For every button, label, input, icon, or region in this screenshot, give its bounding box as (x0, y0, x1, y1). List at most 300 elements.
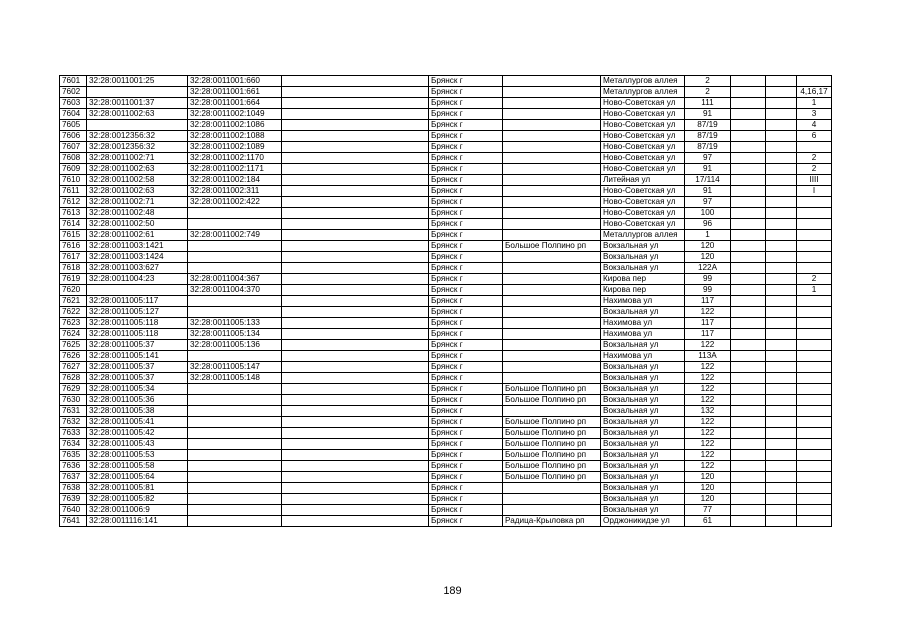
building-cadastral-cell (188, 505, 282, 516)
empty-cell (282, 329, 429, 340)
house-number-cell: 99 (685, 274, 731, 285)
house-number-cell: 132 (685, 406, 731, 417)
apartment-cell: 4,16,17 (797, 87, 832, 98)
house-number-cell: 61 (685, 516, 731, 527)
row-number-cell: 7611 (60, 186, 87, 197)
apartment-cell: 2 (797, 164, 832, 175)
empty-cell (731, 175, 766, 186)
empty-cell (282, 131, 429, 142)
empty-cell (731, 197, 766, 208)
empty-cell (282, 307, 429, 318)
empty-cell (282, 252, 429, 263)
locality-cell (503, 494, 601, 505)
empty-cell (282, 472, 429, 483)
building-cadastral-cell: 32:28:0011002:1049 (188, 109, 282, 120)
empty-cell (731, 384, 766, 395)
street-cell: Ново-Советская ул (601, 109, 685, 120)
row-number-cell: 7637 (60, 472, 87, 483)
table-row (60, 307, 832, 318)
empty-cell (282, 274, 429, 285)
house-number-cell: 97 (685, 153, 731, 164)
empty-cell (731, 131, 766, 142)
house-number-cell: 122 (685, 362, 731, 373)
building-cadastral-cell (188, 384, 282, 395)
empty-cell (766, 307, 797, 318)
empty-cell (282, 406, 429, 417)
city-cell: Брянск г (429, 329, 503, 340)
table-row (60, 131, 832, 142)
street-cell: Ново-Советская ул (601, 131, 685, 142)
street-cell: Вокзальная ул (601, 384, 685, 395)
apartment-cell (797, 329, 832, 340)
empty-cell (282, 76, 429, 87)
empty-cell (766, 153, 797, 164)
empty-cell (282, 340, 429, 351)
empty-cell (766, 186, 797, 197)
empty-cell (731, 307, 766, 318)
table-row (60, 516, 832, 527)
table-row (60, 439, 832, 450)
house-number-cell: 120 (685, 494, 731, 505)
table-row (60, 76, 832, 87)
apartment-cell (797, 241, 832, 252)
apartment-cell (797, 318, 832, 329)
street-cell: Вокзальная ул (601, 241, 685, 252)
empty-cell (766, 76, 797, 87)
locality-cell (503, 373, 601, 384)
empty-cell (766, 351, 797, 362)
house-number-cell: 100 (685, 208, 731, 219)
row-number-cell: 7633 (60, 428, 87, 439)
building-cadastral-cell (188, 252, 282, 263)
street-cell: Вокзальная ул (601, 307, 685, 318)
house-number-cell: 122 (685, 384, 731, 395)
building-cadastral-cell (188, 428, 282, 439)
cadastral-number-cell: 32:28:0011005:127 (87, 307, 188, 318)
empty-cell (731, 417, 766, 428)
city-cell: Брянск г (429, 406, 503, 417)
building-cadastral-cell (188, 241, 282, 252)
row-number-cell: 7632 (60, 417, 87, 428)
empty-cell (282, 164, 429, 175)
street-cell: Вокзальная ул (601, 362, 685, 373)
empty-cell (766, 109, 797, 120)
row-number-cell: 7634 (60, 439, 87, 450)
city-cell: Брянск г (429, 505, 503, 516)
locality-cell (503, 120, 601, 131)
building-cadastral-cell (188, 219, 282, 230)
building-cadastral-cell (188, 395, 282, 406)
locality-cell (503, 219, 601, 230)
locality-cell (503, 340, 601, 351)
locality-cell (503, 274, 601, 285)
city-cell: Брянск г (429, 285, 503, 296)
empty-cell (731, 274, 766, 285)
row-number-cell: 7601 (60, 76, 87, 87)
empty-cell (282, 395, 429, 406)
city-cell: Брянск г (429, 472, 503, 483)
city-cell: Брянск г (429, 164, 503, 175)
building-cadastral-cell: 32:28:0011004:370 (188, 285, 282, 296)
table-row (60, 263, 832, 274)
cadastral-number-cell: 32:28:0011005:41 (87, 417, 188, 428)
empty-cell (731, 472, 766, 483)
table-row (60, 186, 832, 197)
empty-cell (766, 483, 797, 494)
empty-cell (731, 296, 766, 307)
empty-cell (282, 505, 429, 516)
locality-cell: Большое Полпино рп (503, 395, 601, 406)
house-number-cell: 122 (685, 395, 731, 406)
cadastral-number-cell: 32:28:0011003:1421 (87, 241, 188, 252)
empty-cell (731, 351, 766, 362)
house-number-cell: 2 (685, 87, 731, 98)
row-number-cell: 7628 (60, 373, 87, 384)
table-row (60, 329, 832, 340)
city-cell: Брянск г (429, 516, 503, 527)
street-cell: Ново-Советская ул (601, 208, 685, 219)
building-cadastral-cell: 32:28:0011002:1088 (188, 131, 282, 142)
empty-cell (282, 351, 429, 362)
locality-cell: Большое Полпино рп (503, 384, 601, 395)
cadastral-number-cell (87, 120, 188, 131)
empty-cell (731, 461, 766, 472)
house-number-cell: 2 (685, 76, 731, 87)
city-cell: Брянск г (429, 142, 503, 153)
table-row (60, 109, 832, 120)
row-number-cell: 7636 (60, 461, 87, 472)
city-cell: Брянск г (429, 362, 503, 373)
empty-cell (282, 175, 429, 186)
empty-cell (766, 274, 797, 285)
house-number-cell: 117 (685, 329, 731, 340)
locality-cell: Большое Полпино рп (503, 461, 601, 472)
empty-cell (731, 142, 766, 153)
table-row (60, 417, 832, 428)
city-cell: Брянск г (429, 241, 503, 252)
house-number-cell: 91 (685, 164, 731, 175)
row-number-cell: 7604 (60, 109, 87, 120)
street-cell: Вокзальная ул (601, 395, 685, 406)
cadastral-number-cell: 32:28:0011005:118 (87, 318, 188, 329)
apartment-cell (797, 417, 832, 428)
city-cell: Брянск г (429, 373, 503, 384)
empty-cell (282, 230, 429, 241)
empty-cell (731, 87, 766, 98)
building-cadastral-cell (188, 450, 282, 461)
city-cell: Брянск г (429, 219, 503, 230)
empty-cell (731, 318, 766, 329)
locality-cell: Большое Полпино рп (503, 241, 601, 252)
row-number-cell: 7602 (60, 87, 87, 98)
city-cell: Брянск г (429, 461, 503, 472)
empty-cell (766, 98, 797, 109)
city-cell: Брянск г (429, 439, 503, 450)
table-row (60, 219, 832, 230)
empty-cell (766, 505, 797, 516)
city-cell: Брянск г (429, 263, 503, 274)
empty-cell (731, 109, 766, 120)
table-row (60, 428, 832, 439)
empty-cell (731, 329, 766, 340)
locality-cell: Радица-Крыловка рп (503, 516, 601, 527)
apartment-cell (797, 340, 832, 351)
apartment-cell (797, 351, 832, 362)
city-cell: Брянск г (429, 197, 503, 208)
city-cell: Брянск г (429, 153, 503, 164)
page-number: 189 (443, 585, 462, 597)
row-number-cell: 7625 (60, 340, 87, 351)
row-number-cell: 7641 (60, 516, 87, 527)
cadastral-number-cell: 32:28:0011005:36 (87, 395, 188, 406)
row-number-cell: 7639 (60, 494, 87, 505)
empty-cell (766, 472, 797, 483)
empty-cell (731, 263, 766, 274)
city-cell: Брянск г (429, 98, 503, 109)
street-cell: Нахимова ул (601, 318, 685, 329)
row-number-cell: 7629 (60, 384, 87, 395)
empty-cell (766, 263, 797, 274)
building-cadastral-cell (188, 494, 282, 505)
empty-cell (282, 417, 429, 428)
table-row (60, 274, 832, 285)
street-cell: Нахимова ул (601, 296, 685, 307)
cadastral-number-cell: 32:28:0011005:117 (87, 296, 188, 307)
city-cell: Брянск г (429, 208, 503, 219)
empty-cell (731, 494, 766, 505)
table-row (60, 175, 832, 186)
city-cell: Брянск г (429, 131, 503, 142)
street-cell: Ново-Советская ул (601, 120, 685, 131)
cadastral-number-cell: 32:28:0011005:53 (87, 450, 188, 461)
locality-cell (503, 142, 601, 153)
cadastral-number-cell: 32:28:0011002:63 (87, 109, 188, 120)
apartment-cell (797, 384, 832, 395)
cadastral-number-cell: 32:28:0011005:82 (87, 494, 188, 505)
locality-cell: Большое Полпино рп (503, 439, 601, 450)
apartment-cell: 6 (797, 131, 832, 142)
house-number-cell: 91 (685, 186, 731, 197)
building-cadastral-cell: 32:28:0011002:1170 (188, 153, 282, 164)
empty-cell (766, 296, 797, 307)
row-number-cell: 7605 (60, 120, 87, 131)
house-number-cell: 96 (685, 219, 731, 230)
city-cell: Брянск г (429, 252, 503, 263)
empty-cell (731, 153, 766, 164)
empty-cell (731, 230, 766, 241)
street-cell: Вокзальная ул (601, 263, 685, 274)
empty-cell (282, 428, 429, 439)
locality-cell (503, 406, 601, 417)
apartment-cell (797, 142, 832, 153)
row-number-cell: 7631 (60, 406, 87, 417)
apartment-cell (797, 362, 832, 373)
empty-cell (282, 461, 429, 472)
address-table (59, 75, 832, 527)
city-cell: Брянск г (429, 76, 503, 87)
cadastral-number-cell: 32:28:0011005:38 (87, 406, 188, 417)
city-cell: Брянск г (429, 494, 503, 505)
apartment-cell: I (797, 186, 832, 197)
apartment-cell (797, 439, 832, 450)
cadastral-number-cell: 32:28:0011001:37 (87, 98, 188, 109)
row-number-cell: 7614 (60, 219, 87, 230)
city-cell: Брянск г (429, 483, 503, 494)
empty-cell (731, 505, 766, 516)
empty-cell (282, 197, 429, 208)
apartment-cell (797, 296, 832, 307)
table-row (60, 384, 832, 395)
apartment-cell: 3 (797, 109, 832, 120)
building-cadastral-cell: 32:28:0011005:136 (188, 340, 282, 351)
house-number-cell: 111 (685, 98, 731, 109)
house-number-cell: 77 (685, 505, 731, 516)
building-cadastral-cell: 32:28:0011002:422 (188, 197, 282, 208)
building-cadastral-cell: 32:28:0011005:147 (188, 362, 282, 373)
table-row (60, 241, 832, 252)
empty-cell (731, 186, 766, 197)
empty-cell (731, 406, 766, 417)
cadastral-number-cell: 32:28:0011001:25 (87, 76, 188, 87)
house-number-cell: 87/19 (685, 131, 731, 142)
locality-cell (503, 483, 601, 494)
locality-cell (503, 285, 601, 296)
street-cell: Литейная ул (601, 175, 685, 186)
empty-cell (731, 219, 766, 230)
empty-cell (766, 252, 797, 263)
table-row (60, 230, 832, 241)
row-number-cell: 7620 (60, 285, 87, 296)
empty-cell (282, 208, 429, 219)
house-number-cell: 120 (685, 241, 731, 252)
empty-cell (766, 318, 797, 329)
table-row (60, 351, 832, 362)
city-cell: Брянск г (429, 318, 503, 329)
street-cell: Металлургов аллея (601, 230, 685, 241)
city-cell: Брянск г (429, 450, 503, 461)
row-number-cell: 7617 (60, 252, 87, 263)
empty-cell (766, 450, 797, 461)
house-number-cell: 113А (685, 351, 731, 362)
empty-cell (731, 252, 766, 263)
cadastral-number-cell: 32:28:0011005:118 (87, 329, 188, 340)
empty-cell (282, 384, 429, 395)
locality-cell (503, 131, 601, 142)
empty-cell (282, 87, 429, 98)
cadastral-number-cell: 32:28:0011004:23 (87, 274, 188, 285)
street-cell: Вокзальная ул (601, 252, 685, 263)
house-number-cell: 122А (685, 263, 731, 274)
table-row (60, 395, 832, 406)
locality-cell (503, 208, 601, 219)
empty-cell (282, 109, 429, 120)
empty-cell (766, 219, 797, 230)
building-cadastral-cell (188, 307, 282, 318)
apartment-cell (797, 461, 832, 472)
city-cell: Брянск г (429, 384, 503, 395)
apartment-cell: 1 (797, 98, 832, 109)
locality-cell (503, 164, 601, 175)
city-cell: Брянск г (429, 186, 503, 197)
empty-cell (731, 241, 766, 252)
row-number-cell: 7615 (60, 230, 87, 241)
row-number-cell: 7607 (60, 142, 87, 153)
street-cell: Ново-Советская ул (601, 142, 685, 153)
building-cadastral-cell (188, 296, 282, 307)
empty-cell (766, 428, 797, 439)
row-number-cell: 7640 (60, 505, 87, 516)
city-cell: Брянск г (429, 340, 503, 351)
row-number-cell: 7623 (60, 318, 87, 329)
table-row (60, 285, 832, 296)
apartment-cell (797, 505, 832, 516)
house-number-cell: 120 (685, 472, 731, 483)
building-cadastral-cell: 32:28:0011002:1089 (188, 142, 282, 153)
apartment-cell (797, 252, 832, 263)
apartment-cell (797, 208, 832, 219)
street-cell: Орджоникидзе ул (601, 516, 685, 527)
apartment-cell: IIII (797, 175, 832, 186)
apartment-cell: 1 (797, 285, 832, 296)
locality-cell (503, 98, 601, 109)
building-cadastral-cell: 32:28:0011005:133 (188, 318, 282, 329)
locality-cell (503, 109, 601, 120)
empty-cell (282, 263, 429, 274)
house-number-cell: 87/19 (685, 120, 731, 131)
street-cell: Ново-Советская ул (601, 186, 685, 197)
locality-cell (503, 76, 601, 87)
table-body (60, 76, 832, 527)
empty-cell (766, 384, 797, 395)
table-row (60, 373, 832, 384)
table-row (60, 505, 832, 516)
building-cadastral-cell (188, 406, 282, 417)
empty-cell (766, 131, 797, 142)
city-cell: Брянск г (429, 351, 503, 362)
empty-cell (766, 406, 797, 417)
building-cadastral-cell (188, 439, 282, 450)
apartment-cell (797, 406, 832, 417)
empty-cell (282, 219, 429, 230)
city-cell: Брянск г (429, 109, 503, 120)
apartment-cell (797, 307, 832, 318)
building-cadastral-cell: 32:28:0011002:1086 (188, 120, 282, 131)
street-cell: Металлургов аллея (601, 76, 685, 87)
apartment-cell (797, 263, 832, 274)
empty-cell (282, 483, 429, 494)
building-cadastral-cell: 32:28:0011005:134 (188, 329, 282, 340)
empty-cell (731, 516, 766, 527)
table-row (60, 296, 832, 307)
empty-cell (282, 98, 429, 109)
locality-cell (503, 505, 601, 516)
house-number-cell: 117 (685, 318, 731, 329)
empty-cell (766, 230, 797, 241)
empty-cell (731, 483, 766, 494)
empty-cell (282, 494, 429, 505)
table-row (60, 153, 832, 164)
apartment-cell (797, 395, 832, 406)
house-number-cell: 87/19 (685, 142, 731, 153)
row-number-cell: 7618 (60, 263, 87, 274)
row-number-cell: 7638 (60, 483, 87, 494)
apartment-cell (797, 516, 832, 527)
empty-cell (282, 318, 429, 329)
apartment-cell (797, 219, 832, 230)
street-cell: Вокзальная ул (601, 428, 685, 439)
row-number-cell: 7606 (60, 131, 87, 142)
locality-cell (503, 252, 601, 263)
